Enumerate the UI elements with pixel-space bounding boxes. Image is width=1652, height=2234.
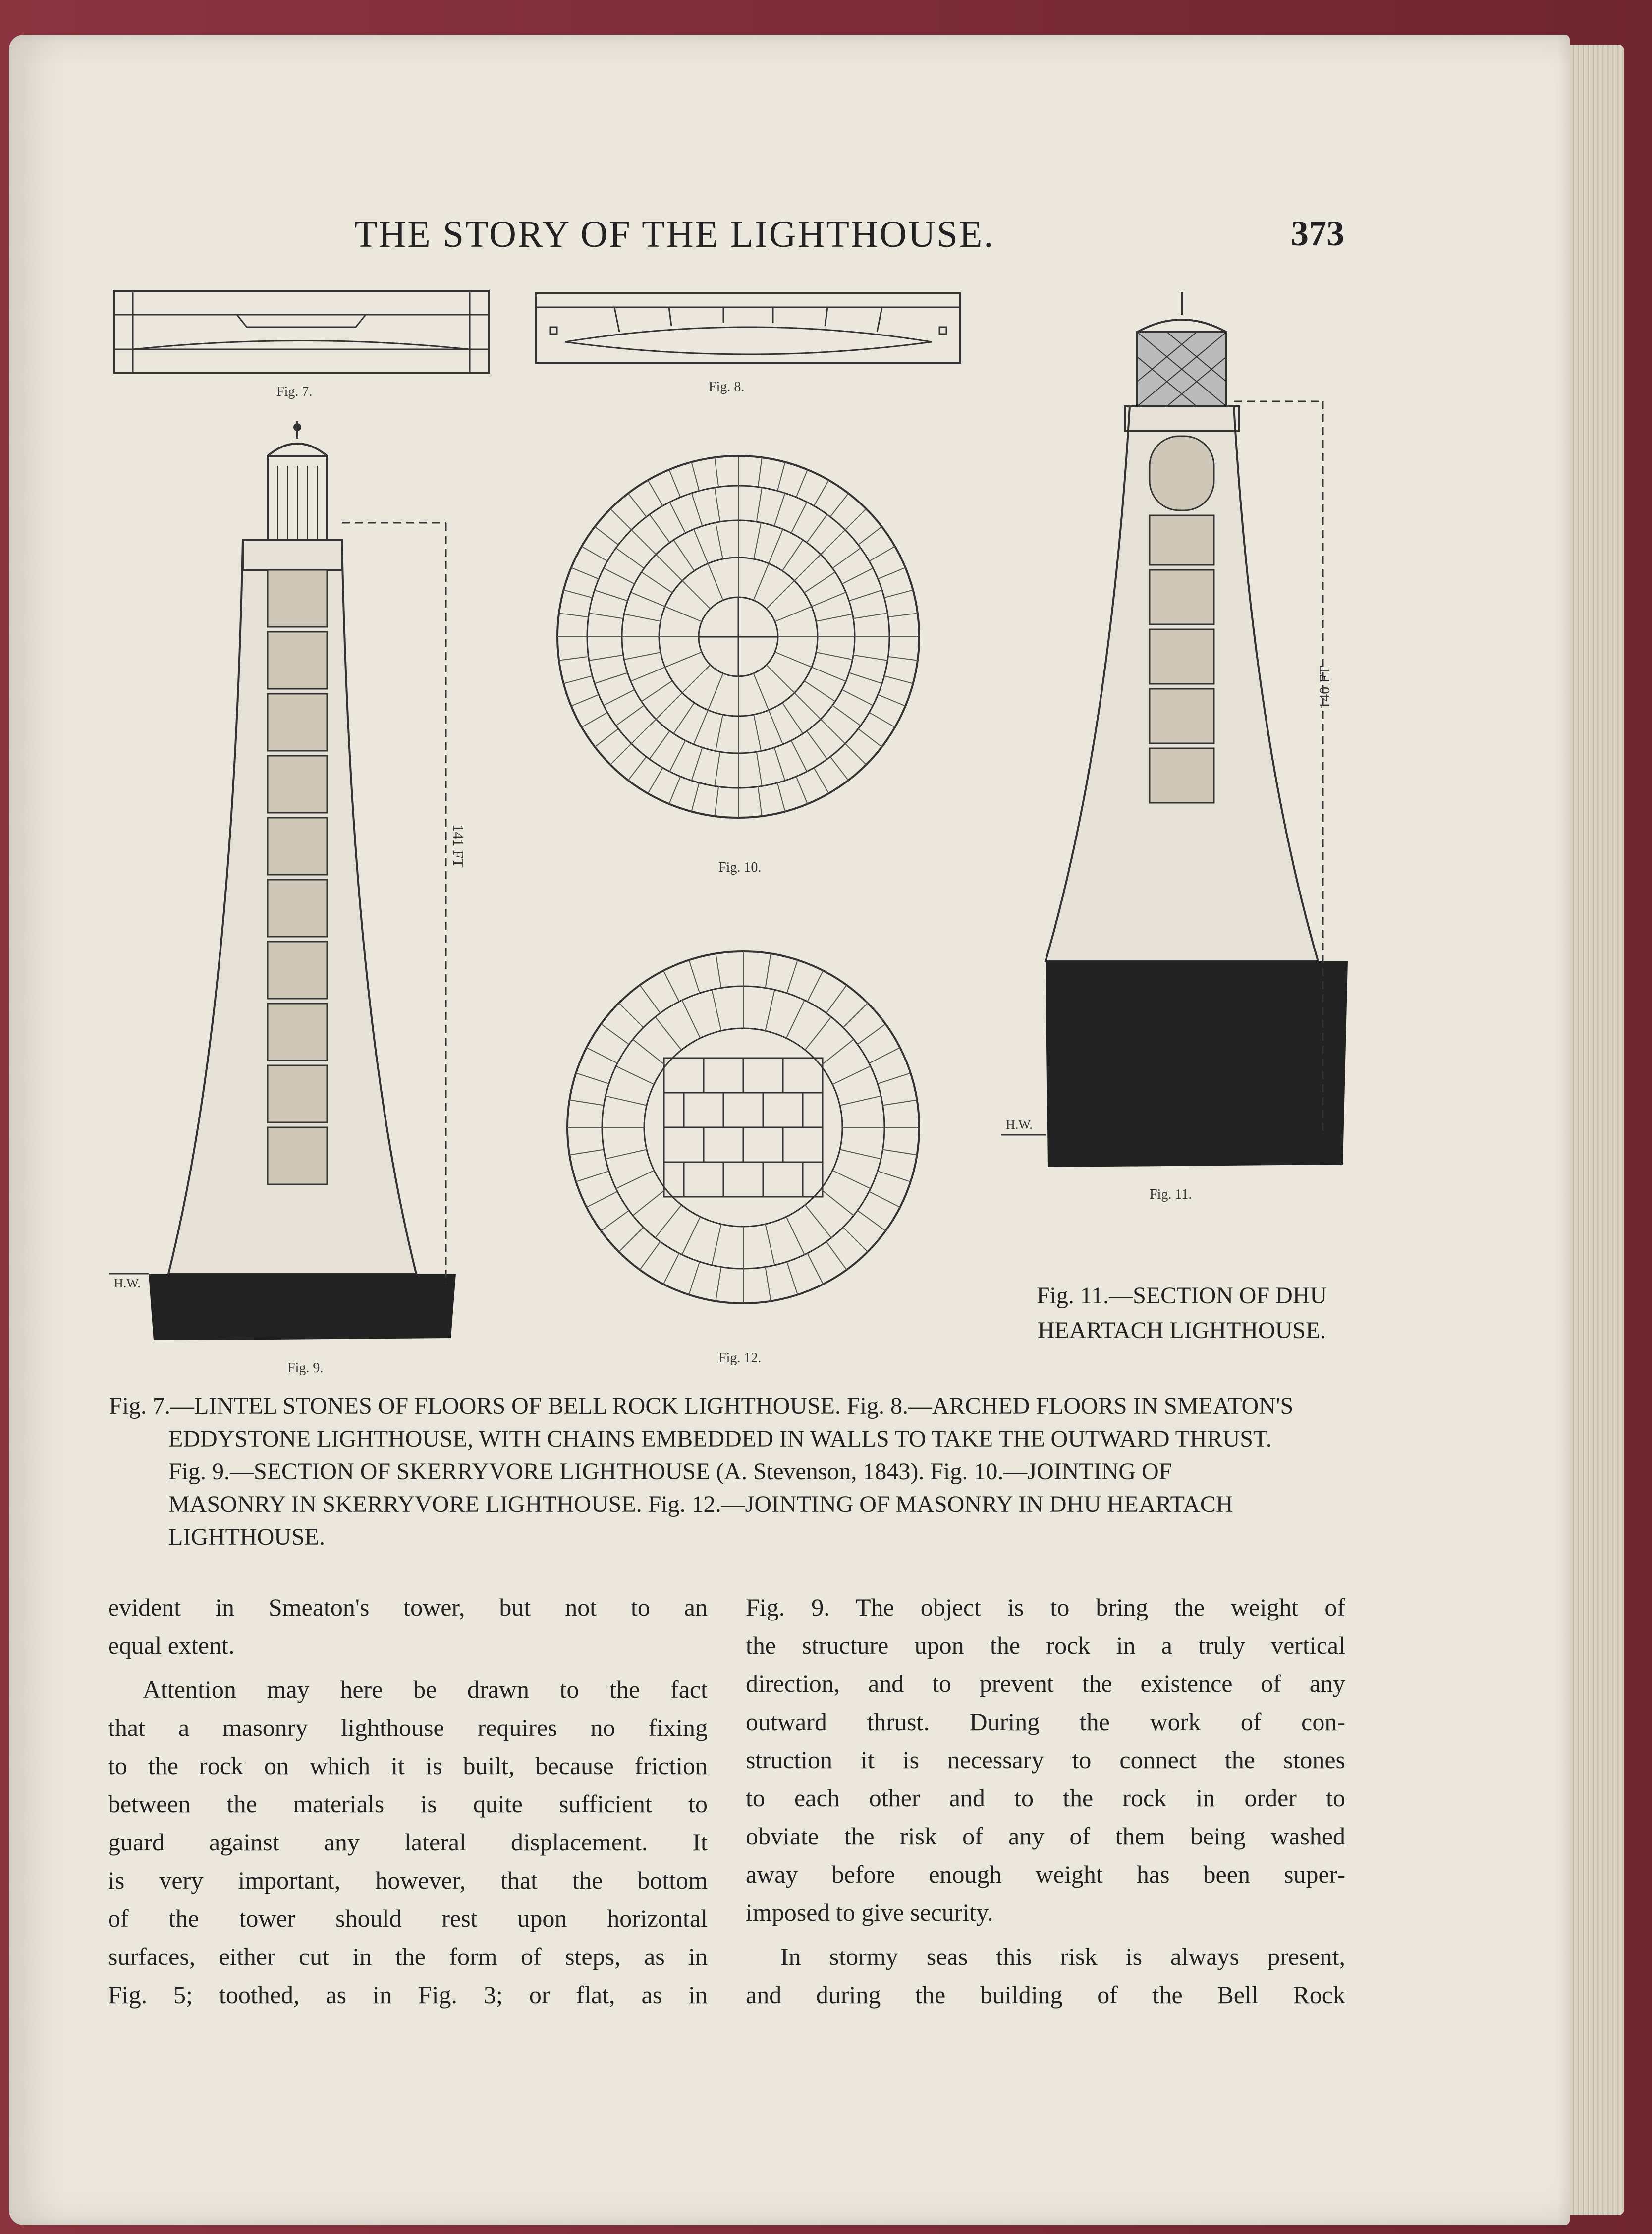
body-line: Attention may here be drawn to the fact <box>143 1676 708 1703</box>
figure-11-dhu-heartach-section <box>1001 292 1358 1224</box>
caption-line: LIGHTHOUSE. <box>168 1524 325 1550</box>
body-line: evident in Smeaton's tower, but not to an <box>108 1593 708 1621</box>
fig-7-label: Fig. 7. <box>276 384 313 399</box>
body-column-left <box>108 1588 708 2014</box>
running-head <box>0 213 1652 258</box>
body-line: to the rock on which it is built, because friction <box>108 1752 708 1780</box>
figure-12-dhu-heartach-jointing <box>560 944 927 1370</box>
figure-8-arched-floors <box>535 292 961 394</box>
body-line: obviate the risk of any of them being washed <box>746 1822 1345 1850</box>
figure-7-lintel-stones <box>113 290 490 399</box>
fig-10-label: Fig. 10. <box>718 860 762 875</box>
caption-line: Fig. 7.—LINTEL STONES OF FLOORS OF BELL ROCK LIGHTHOUSE. Fig. 8.—ARCHED FLOORS IN SMEATON'S <box>109 1393 1294 1419</box>
fig-11-caption <box>1021 1279 1343 1348</box>
body-line: that a masonry lighthouse requires no fixing <box>108 1714 708 1741</box>
page-edges <box>1570 45 1624 2215</box>
running-title: THE STORY OF THE LIGHTHOUSE. <box>354 214 995 255</box>
figure-captions <box>109 1390 1348 1554</box>
fig-11-label: Fig. 11. <box>1150 1187 1192 1202</box>
fig-9-label: Fig. 9. <box>287 1360 324 1376</box>
fig-11-caption-line-1: Fig. 11.—SECTION OF DHU <box>1036 1283 1327 1309</box>
body-line: imposed to give security. <box>746 1899 993 1926</box>
caption-line: Fig. 9.—SECTION OF SKERRYVORE LIGHTHOUSE (A. Stevenson, 1843). Fig. 10.—JOINTING OF <box>168 1458 1172 1485</box>
hw-label-fig11: H.W. <box>1006 1117 1033 1132</box>
body-line: surfaces, either cut in the form of steps, as in <box>108 1943 708 1970</box>
fig-9-height: 141 FT <box>449 824 466 868</box>
body-line: Fig. 5; toothed, as in Fig. 3; or flat, as in <box>108 1981 708 2009</box>
body-line: to each other and to the rock in order to <box>746 1784 1345 1812</box>
caption-line: EDDYSTONE LIGHTHOUSE, WITH CHAINS EMBEDDED IN WALLS TO TAKE THE OUTWARD THRUST. <box>168 1426 1272 1452</box>
figure-10-skerryvore-jointing <box>550 448 927 885</box>
figure-9-skerryvore-section <box>109 421 515 1388</box>
body-line: of the tower should rest upon horizontal <box>108 1904 708 1932</box>
caption-line: MASONRY IN SKERRYVORE LIGHTHOUSE. Fig. 12.—JOINTING OF MASONRY IN DHU HEARTACH <box>168 1491 1233 1517</box>
page-number: 373 <box>1291 214 1344 253</box>
body-line: and during the building of the Bell Rock <box>746 1981 1345 2009</box>
fig-8-label: Fig. 8. <box>709 379 745 394</box>
body-line: In stormy seas this risk is always present, <box>780 1943 1345 1970</box>
body-line: between the materials is quite sufficient to <box>108 1790 708 1818</box>
body-line: Fig. 9. The object is to bring the weight of <box>746 1593 1345 1621</box>
body-line: equal extent. <box>108 1631 235 1659</box>
body-column-right <box>746 1588 1345 2014</box>
hw-label-fig9: H.W. <box>114 1276 141 1290</box>
body-line: away before enough weight has been super- <box>746 1860 1345 1888</box>
body-line: struction it is necessary to connect the stones <box>746 1746 1345 1774</box>
fig-12-label: Fig. 12. <box>718 1350 762 1366</box>
body-line: is very important, however, that the bottom <box>108 1866 708 1894</box>
fig-11-caption-line-2: HEARTACH LIGHTHOUSE. <box>1037 1317 1326 1343</box>
body-line: direction, and to prevent the existence of any <box>746 1670 1345 1697</box>
body-line: guard against any lateral displacement. It <box>108 1828 708 1856</box>
fig-11-height: 140 FT <box>1316 666 1333 709</box>
body-line: the structure upon the rock in a truly vertical <box>746 1631 1345 1659</box>
body-line: outward thrust. During the work of con- <box>746 1708 1345 1735</box>
